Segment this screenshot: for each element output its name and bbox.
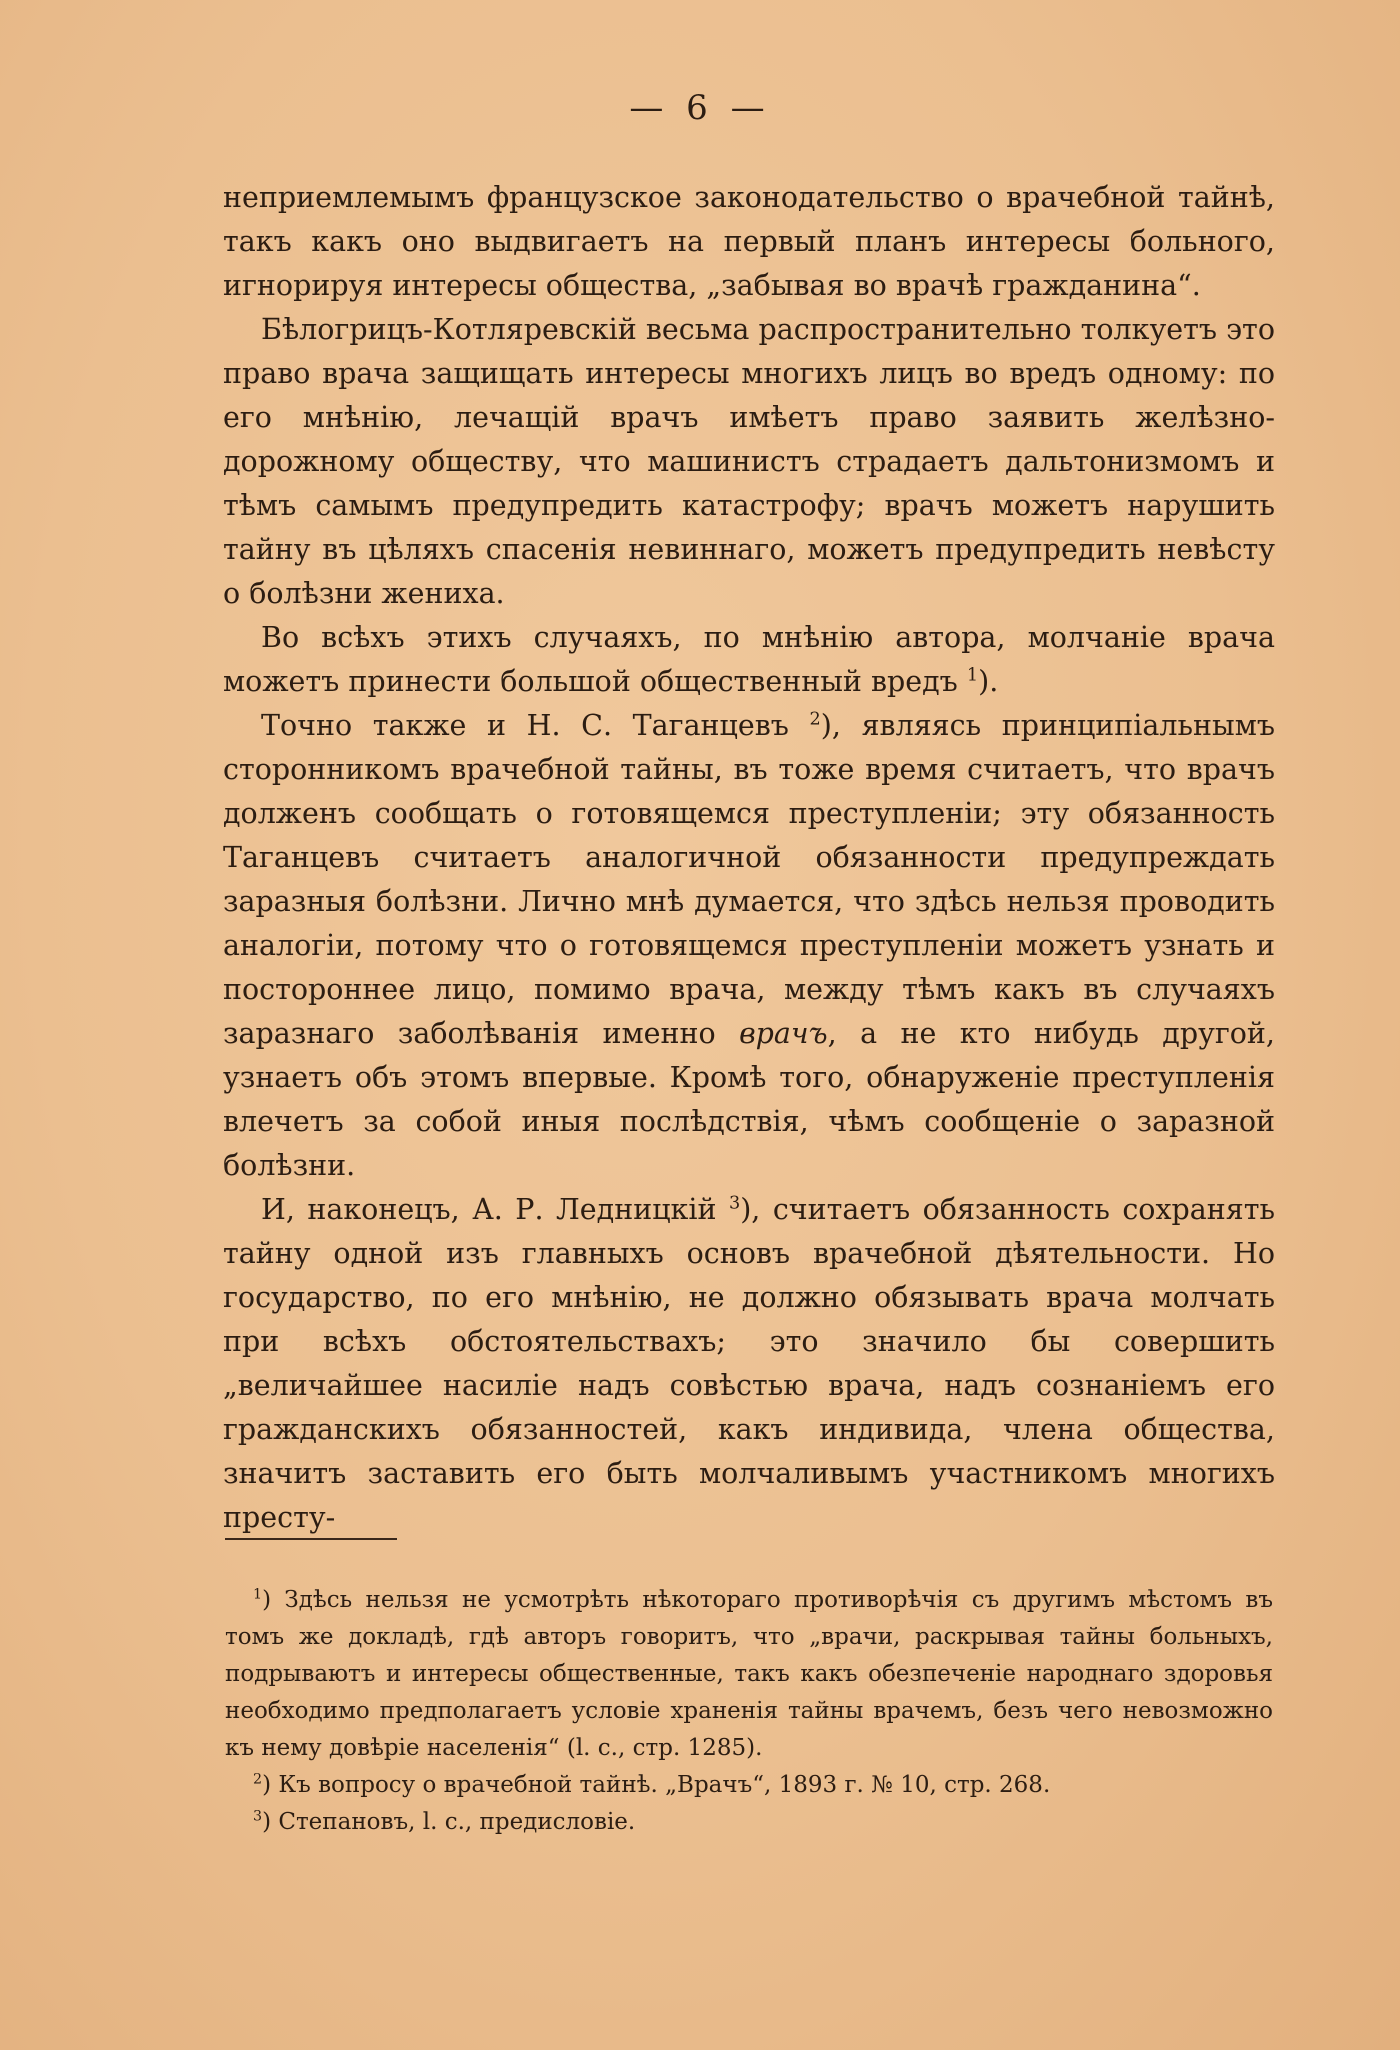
footnote-ref[interactable]: 1 [966,665,979,686]
footnote-ref[interactable]: 2 [809,709,821,730]
footnote-text: ) Степановъ, l. c., предисловіе. [262,1809,636,1835]
footnote-mark: 3 [253,1808,263,1825]
paragraph: неприемлемымъ французское законодательство о врачебной тайнѣ, такъ какъ оно выдвигаетъ на первый планъ интересы больного, игнорируя интересы общества, „забывая во врачѣ гражданина“. [223,181,1275,302]
paragraph-text: Точно также и Н. С. Таганцевъ [261,709,789,742]
main-text [223,176,1275,1540]
paragraph-text: ). [978,665,999,698]
paragraph-text: ), считаетъ обязанность сохранять тайну одной изъ главныхъ основъ врачебной дѣятельности. Но государство, по его мнѣнію, не должно обязывать врача молчать при всѣхъ обстоятельствахъ; это значило бы совершить „величайшее насиліе надъ совѣстью врача, надъ сознаніемъ его гражданскихъ обязанностей, какъ индивида, члена общества, значитъ заставить его быть молчаливымъ участникомъ многихъ престу- [223,1193,1276,1534]
footnote [225,1767,1273,1804]
footnotes [225,1582,1273,1841]
paragraph-text: , а не кто нибудь другой, узнаетъ объ этомъ впервые. Кромѣ того, обнаруженіе преступленія влечетъ за собой иныя послѣдствія, чѣмъ сообщеніе о заразной болѣзни. [223,1017,1275,1182]
footnote-text: ) Здѣсь нельзя не усмотрѣть нѣкотораго противорѣчія съ другимъ мѣстомъ въ томъ же докладѣ, гдѣ авторъ говоритъ, что „врачи, раскрывая тайны больныхъ, подрываютъ и интересы общественные, такъ какъ обезпеченіе народнаго здоровья необходимо предполагаетъ условіе храненія тайны врачемъ, безъ чего невозможно къ нему довѣріе населенія“ (l. c., стр. 1285). [225,1587,1273,1761]
footnote-mark: 1 [253,1586,263,1603]
footnote-divider [225,1538,397,1540]
emphasis: врачъ [739,1017,828,1050]
footnote-text: ) Къ вопросу о врачебной тайнѣ. „Врачъ“, 1893 г. № 10, стр. 268. [262,1772,1051,1798]
footnote [225,1582,1273,1767]
footnote [225,1804,1273,1841]
paragraph-text: Во всѣхъ этихъ случаяхъ, по мнѣнію автора, молчаніе врача можетъ принести большой общественный вредъ [223,621,1275,698]
paragraph-text: ), являясь принципіальнымъ сторонникомъ врачебной тайны, въ тоже время считаетъ, что врачъ долженъ сообщать о готовящемся преступленіи; эту обязанность Таганцевъ считаетъ аналогичной обязанности предупреждать заразныя болѣзни. Лично мнѣ думается, что здѣсь нельзя проводить аналогіи, потому что о готовящемся преступленіи можетъ узнать и постороннее лицо, помимо врача, между тѣмъ какъ въ случаяхъ заразнаго заболѣванія именно [223,709,1275,1050]
paragraph: Бѣлогрицъ-Котляревскій весьма распространительно толкуетъ это право врача защищать интересы многихъ лицъ во вредъ одному: по его мнѣнію, лечащій врачъ имѣетъ право заявить желѣзно-дорожному обществу, что машинистъ страдаетъ дальтонизмомъ и тѣмъ самымъ предупредить катастрофу; врачъ можетъ нарушить тайну въ цѣляхъ спасенія невиннаго, можетъ предупредить невѣсту о болѣзни жениха. [223,313,1275,610]
paragraph-text: И, наконецъ, А. Р. Ледницкій [261,1193,717,1226]
paragraph [223,616,1275,704]
paragraph [223,704,1275,1188]
footnote-ref[interactable]: 3 [728,1193,741,1214]
paragraph [223,1188,1275,1540]
page-number: — 6 — [629,88,771,128]
footnote-mark: 2 [253,1771,263,1788]
